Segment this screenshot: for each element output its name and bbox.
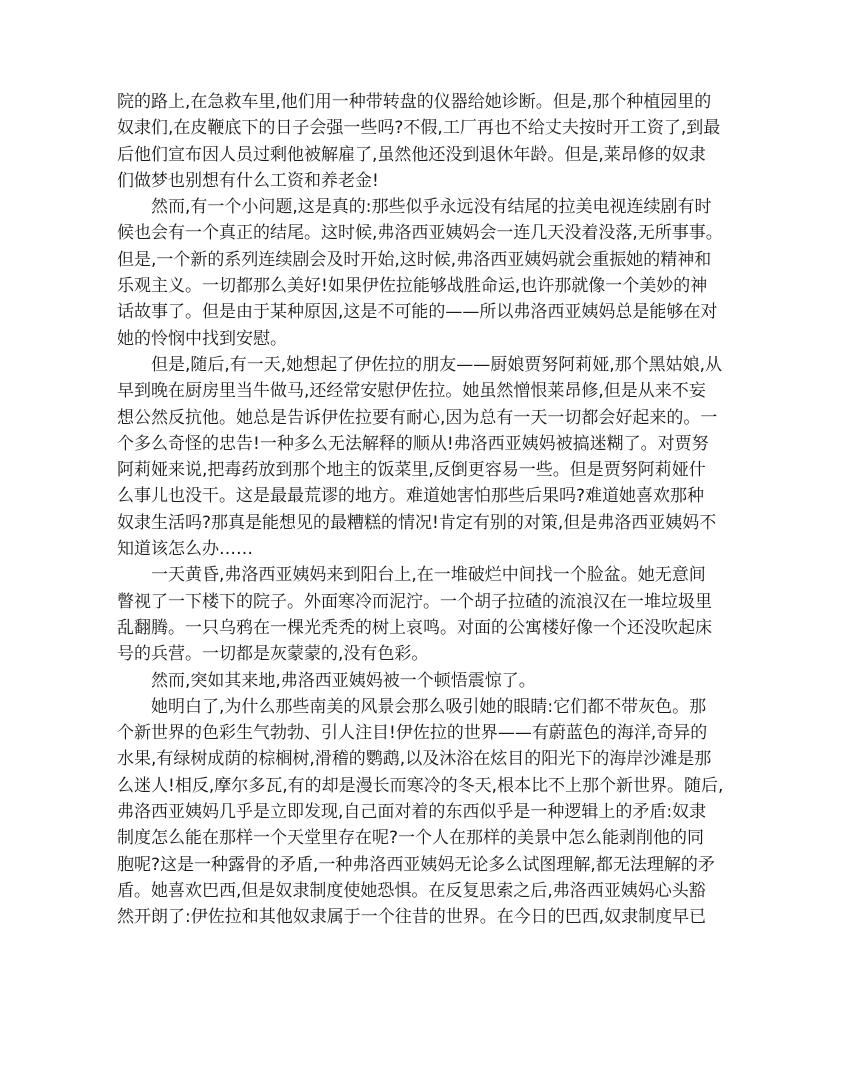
- text-line: 阿莉娅来说,把毒药放到那个地主的饭菜里,反倒更容易一些。但是贾努阿莉娅什: [117, 460, 706, 481]
- text-line: 乐观主义。一切都那么美好!如果伊佐拉能够战胜命运,也许那就像一个美妙的神: [117, 276, 708, 297]
- paragraph-first-line: 然而,突如其来地,弗洛西亚姨妈被一个顿悟震惊了。: [151, 670, 536, 691]
- text-line: 胞呢?这是一种露骨的矛盾,一种弗洛西亚姨妈无论多么试图理解,都无法理解的矛: [117, 854, 715, 875]
- paragraph-first-line: 一天黄昏,弗洛西亚姨妈来到阳台上,在一堆破烂中间找一个脸盆。她无意间: [151, 565, 706, 586]
- text-line: 后他们宣布因人员过剩他被解雇了,虽然他还没到退休年龄。但是,莱昂修的奴隶: [117, 144, 706, 165]
- text-line: 想公然反抗他。她总是告诉伊佐拉要有耐心,因为总有一天一切都会好起来的。一: [117, 407, 718, 428]
- paragraph-first-line: 但是,随后,有一天,她想起了伊佐拉的朋友——厨娘贾努阿莉娅,那个黑姑娘,从: [151, 354, 723, 375]
- text-line: 制度怎么能在那样一个天堂里存在呢?一个人在那样的美景中怎么能剥削他的同: [117, 828, 705, 849]
- text-line: 个多么奇怪的忠告!一种多么无法解释的顺从!弗洛西亚姨妈被搞迷糊了。对贾努: [117, 433, 709, 454]
- text-line: 个新世界的色彩生气勃勃、引人注目!伊佐拉的世界——有蔚蓝色的海洋,奇异的: [117, 723, 708, 744]
- text-line: 们做梦也别想有什么工资和养老金!: [117, 170, 379, 191]
- body-text: [117, 89, 747, 931]
- text-line: 水果,有绿树成荫的棕榈树,滑稽的鹦鹉,以及沐浴在炫目的阳光下的海岸沙滩是那: [117, 749, 712, 770]
- text-line: 但是,一个新的系列连续剧会及时开始,这时候,弗洛西亚姨妈就会重振她的精神和: [117, 249, 712, 270]
- text-line: 院的路上,在急救车里,他们用一种带转盘的仪器给她诊断。但是,那个种植园里的: [117, 92, 712, 112]
- text-line: 奴隶们,在皮鞭底下的日子会强一些吗?不假,工厂再也不给丈夫按时开工资了,到最: [117, 118, 721, 139]
- text-line: 奴隶生活吗?那真是能想见的最糟糕的情况!肯定有别的对策,但是弗洛西亚姨妈不: [117, 512, 717, 533]
- text-line: 瞥视了一下楼下的院子。外面寒冷而泥泞。一个胡子拉碴的流浪汉在一堆垃圾里: [117, 591, 712, 612]
- text-line: 早到晚在厨房里当牛做马,还经常安慰伊佐拉。她虽然憎恨莱昂修,但是从来不妄: [117, 381, 706, 402]
- text-line: 号的兵营。一切都是灰蒙蒙的,没有色彩。: [117, 644, 429, 665]
- paragraph-first-line: 然而,有一个小问题,这是真的:那些似乎永远没有结尾的拉美电视连续剧有时: [151, 197, 712, 218]
- text-line: 乱翻腾。一只乌鸦在一棵光秃秃的树上哀鸣。对面的公寓楼好像一个还没吹起床: [117, 617, 712, 638]
- paragraph-first-line: 她明白了,为什么那些南美的风景会那么吸引她的眼睛:它们都不带灰色。那: [151, 696, 707, 717]
- text-line: 么事儿也没干。这是最最荒谬的地方。难道她害怕那些后果吗?难道她喜欢那种: [117, 486, 705, 507]
- text-line: 么迷人!相反,摩尔多瓦,有的却是漫长而寒冷的冬天,根本比不上那个新世界。随后,: [117, 775, 724, 796]
- text-line: 候也会有一个真正的结尾。这时候,弗洛西亚姨妈会一连几天没着没落,无所事事。: [117, 223, 723, 244]
- text-line: 盾。她喜欢巴西,但是奴隶制度使她恐惧。在反复思索之后,弗洛西亚姨妈心头豁: [117, 880, 706, 901]
- text-line: 话故事了。但是由于某种原因,这是不可能的——所以弗洛西亚姨妈总是能够在对: [117, 302, 718, 323]
- text-line: 然开朗了:伊佐拉和其他奴隶属于一个往昔的世界。在今日的巴西,奴隶制度早已: [117, 907, 707, 928]
- text-line: 她的怜悯中找到安慰。: [117, 328, 287, 349]
- text-line: 知道该怎么办……: [117, 539, 253, 560]
- text-line: 弗洛西亚姨妈几乎是立即发现,自己面对着的东西似乎是一种逻辑上的矛盾:奴隶: [117, 802, 707, 823]
